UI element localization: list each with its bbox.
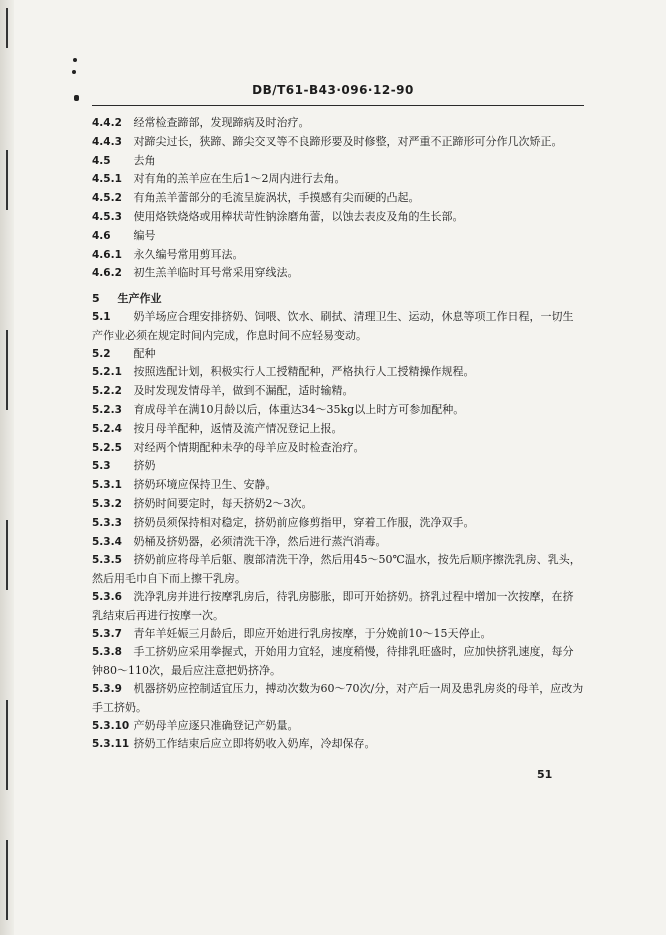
binding-mark [6, 8, 8, 48]
clause-text: 奶羊场应合理安排挤奶、饲喂、饮水、刷拭、清理卫生、运动，休息等项工作日程，一切生产作业必须在规定时间内完成，作息时间不应轻易变动。 [92, 309, 574, 342]
clause [92, 308, 584, 345]
clause-text: 永久编号常用剪耳法。 [133, 247, 244, 261]
clause-number: 4.5 [92, 154, 111, 167]
binding-mark [6, 330, 8, 410]
clause-text: 对蹄尖过长，狭蹄、蹄尖交叉等不良蹄形要及时修整，对严重不正蹄形可分作几次矫正。 [133, 134, 563, 148]
clause-text: 挤奶工作结束后应立即将奶收入奶库，冷却保存。 [133, 737, 376, 751]
scan-speck [72, 70, 76, 74]
header-rule [92, 105, 584, 106]
clause [92, 401, 584, 420]
clause [92, 680, 584, 717]
clause-text: 手工挤奶应采用拳握式，开始用力宜轻，速度稍慢，待排乳旺盛时，应加快挤乳速度，每分钟80～110次，最后应注意把奶挤净。 [92, 645, 574, 678]
clause-number: 4.4.3 [92, 135, 122, 148]
clause-number: 4.6 [92, 229, 111, 242]
binding-edge [0, 0, 14, 935]
clause [92, 625, 584, 644]
clause-text: 产奶母羊应逐只准确登记产奶量。 [133, 718, 299, 732]
clause-text: 育成母羊在满10月龄以后，体重达34～35kg以上时方可参加配种。 [133, 402, 465, 416]
clause-text: 按月母羊配种，返情及流产情况登记上报。 [133, 421, 343, 435]
binding-mark [6, 520, 8, 590]
clause [92, 246, 584, 265]
clause-text: 有角羔羊蕾部分的毛流呈旋涡状，手摸感有尖而硬的凸起。 [133, 191, 420, 205]
scan-speck [73, 58, 77, 62]
clause-number: 5.2.3 [92, 403, 122, 416]
clause [92, 208, 584, 227]
clause-text: 使用烙铁烧烙或用棒状苛性钠涂磨角蕾，以蚀去表皮及角的生长部。 [133, 209, 464, 223]
clause-number: 5.3.4 [92, 535, 122, 548]
clause-number: 4.6.1 [92, 248, 122, 261]
clause-text: 对有角的羔羊应在生后1～2周内进行去角。 [133, 172, 346, 186]
clause-text: 奶桶及挤奶器，必须清洗干净，然后进行蒸汽消毒。 [133, 534, 387, 548]
clause [92, 476, 584, 495]
clause-number: 5.2.5 [92, 441, 122, 454]
clause-text: 按照选配计划，积极实行人工授精配种，严格执行人工授精操作规程。 [133, 365, 475, 379]
clause-text: 挤奶时间要定时，每天挤奶2～3次。 [133, 496, 313, 510]
clause-text: 对经两个情期配种未孕的母羊应及时检查治疗。 [133, 440, 365, 454]
binding-mark [6, 150, 8, 210]
clause [92, 533, 584, 552]
clause-text: 洗净乳房并进行按摩乳房后，待乳房膨胀，即可开始挤奶。挤乳过程中增加一次按摩，在挤乳结束后再进行按摩一次。 [92, 589, 574, 622]
clause [92, 588, 584, 625]
section-heading [92, 290, 584, 308]
clause-text: 挤奶环境应保持卫生、安静。 [133, 478, 277, 492]
clause-number: 4.4.2 [92, 117, 122, 129]
clause [92, 643, 584, 680]
clause-number: 5.3.3 [92, 516, 122, 529]
clause-number: 5.3.7 [92, 627, 122, 640]
clause [92, 133, 584, 152]
clause-number: 5.3.11 [92, 738, 130, 751]
clause [92, 514, 584, 533]
clause-number: 5.3.1 [92, 479, 122, 492]
clause [92, 114, 584, 133]
clause-number: 5.1 [92, 310, 111, 323]
clause-number: 5.3.5 [92, 554, 122, 567]
clause [92, 264, 584, 283]
clause [92, 152, 584, 171]
clause-number: 4.6.2 [92, 267, 122, 280]
clause [92, 189, 584, 208]
clause-text: 初生羔羊临时耳号常采用穿线法。 [133, 266, 299, 280]
clause-number: 5.2.2 [92, 385, 122, 398]
clause [92, 551, 584, 588]
clause-text: 挤奶 [133, 459, 156, 473]
clause-text: 及时发现发情母羊，做到不漏配，适时输精。 [133, 384, 354, 398]
clause [92, 495, 584, 514]
clause-text: 去角 [133, 153, 156, 167]
clause-number: 4.5.3 [92, 210, 122, 223]
page-number: 51 [537, 768, 553, 781]
binding-mark [6, 700, 8, 790]
document-body [92, 114, 584, 754]
clause [92, 382, 584, 401]
clause [92, 227, 584, 246]
clause [92, 345, 584, 364]
clause [92, 717, 584, 736]
clause-number: 4.5.2 [92, 192, 122, 205]
clause-number: 5.2.1 [92, 366, 122, 379]
clause-text: 挤奶员须保持相对稳定，挤奶前应修剪指甲，穿着工作服，洗净双手。 [133, 515, 475, 529]
clause-number: 5.3.2 [92, 497, 122, 510]
clause-text: 配种 [133, 346, 156, 360]
clause-text: 生产作业 [117, 292, 162, 306]
clause [92, 735, 584, 754]
clause [92, 439, 584, 458]
clause [92, 420, 584, 439]
binding-mark [6, 840, 8, 920]
clause-number: 5.3.6 [92, 590, 122, 603]
clause-number: 5.2 [92, 347, 111, 360]
clause-text: 青年羊妊娠三月龄后，即应开始进行乳房按摩，于分娩前10～15天停止。 [133, 626, 492, 640]
clause-number: 5.2.4 [92, 422, 122, 435]
clause-number: 5.3 [92, 460, 111, 473]
clause [92, 457, 584, 476]
clause-text: 挤奶前应将母羊后躯、腹部清洗干净，然后用45～50℃温水，按先后顺序擦洗乳房、乳头，然后用毛巾自下而上擦干乳房。 [92, 553, 581, 586]
clause-text: 编号 [133, 228, 156, 242]
clause [92, 363, 584, 382]
document-header: DB/T61-B43·096·12-90 [252, 83, 414, 97]
clause [92, 170, 584, 189]
clause-number: 5 [92, 292, 100, 306]
clause-number: 5.3.9 [92, 682, 122, 695]
clause-number: 5.3.8 [92, 646, 122, 659]
clause-number: 5.3.10 [92, 719, 130, 732]
clause-text: 经常检查蹄部，发现蹄病及时治疗。 [133, 116, 310, 129]
clause-text: 机器挤奶应控制适宜压力，搏动次数为60～70次/分，对产后一周及患乳房炎的母羊，应改为手工挤奶。 [92, 681, 584, 714]
clause-number: 4.5.1 [92, 173, 122, 186]
